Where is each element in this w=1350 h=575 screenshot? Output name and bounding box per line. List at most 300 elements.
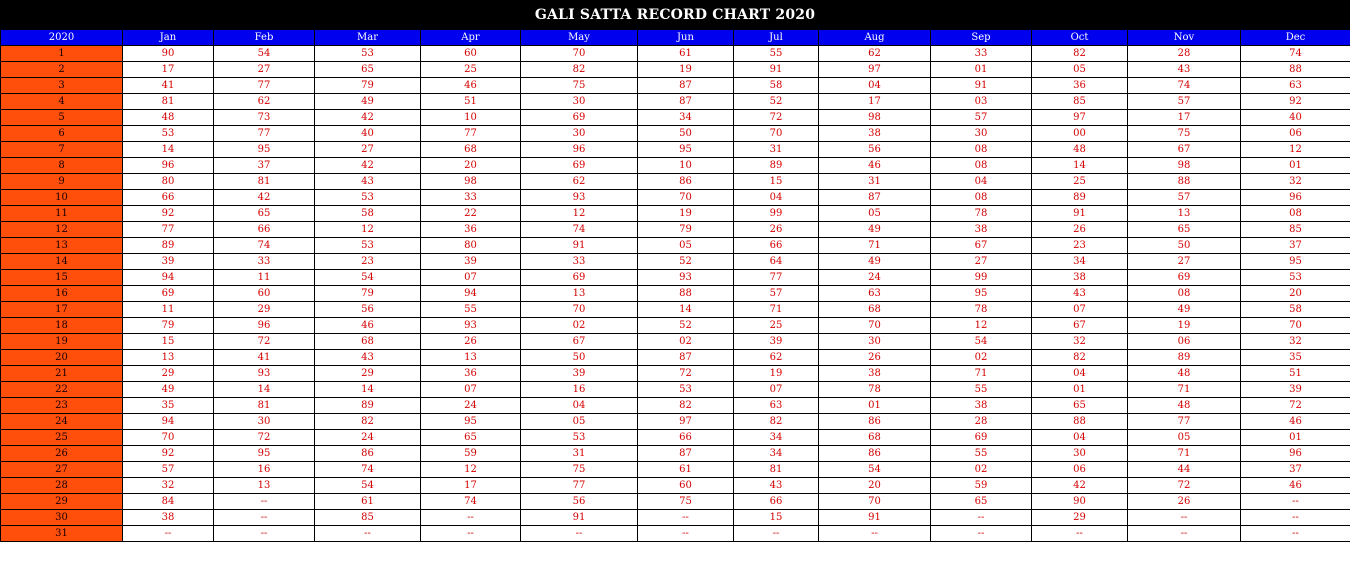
result-cell: -- — [638, 526, 734, 542]
result-cell: 88 — [1241, 62, 1350, 78]
result-cell: 01 — [819, 398, 931, 414]
result-cell: -- — [1032, 526, 1128, 542]
result-cell: 56 — [521, 494, 638, 510]
header-row — [1, 30, 1350, 46]
result-cell: 68 — [315, 334, 421, 350]
result-cell: 28 — [1128, 46, 1241, 62]
result-cell: 19 — [734, 366, 819, 382]
result-cell: 52 — [734, 94, 819, 110]
result-cell: 55 — [931, 446, 1032, 462]
result-cell: 13 — [1128, 206, 1241, 222]
result-cell: 62 — [819, 46, 931, 62]
result-cell: 91 — [1032, 206, 1128, 222]
result-cell: 96 — [214, 318, 315, 334]
result-cell: 67 — [1128, 142, 1241, 158]
table-row — [1, 414, 1350, 430]
result-cell: 07 — [421, 382, 521, 398]
result-cell: 29 — [1032, 510, 1128, 526]
day-cell: 2 — [1, 62, 123, 78]
result-cell: 12 — [315, 222, 421, 238]
table-row — [1, 94, 1350, 110]
day-cell: 3 — [1, 78, 123, 94]
result-cell: 38 — [931, 222, 1032, 238]
result-cell: 17 — [421, 478, 521, 494]
result-cell: 39 — [421, 254, 521, 270]
result-cell: 72 — [214, 430, 315, 446]
result-cell: 14 — [315, 382, 421, 398]
result-cell: 67 — [521, 334, 638, 350]
day-cell: 4 — [1, 94, 123, 110]
month-header: Aug — [819, 30, 931, 46]
result-cell: 95 — [1241, 254, 1350, 270]
result-cell: 14 — [1032, 158, 1128, 174]
result-cell: 60 — [214, 286, 315, 302]
result-cell: 74 — [1241, 46, 1350, 62]
result-cell: 06 — [1032, 462, 1128, 478]
result-cell: 96 — [1241, 446, 1350, 462]
result-cell: 30 — [214, 414, 315, 430]
result-cell: 02 — [931, 462, 1032, 478]
result-cell: 49 — [1128, 302, 1241, 318]
result-cell: 43 — [734, 478, 819, 494]
result-cell: 17 — [819, 94, 931, 110]
result-cell: 06 — [1241, 126, 1350, 142]
result-cell: 26 — [421, 334, 521, 350]
result-cell: 95 — [214, 142, 315, 158]
result-cell: 69 — [521, 270, 638, 286]
result-cell: 04 — [734, 190, 819, 206]
result-cell: 20 — [1241, 286, 1350, 302]
result-cell: 86 — [819, 414, 931, 430]
result-cell: 91 — [521, 510, 638, 526]
result-cell: 55 — [734, 46, 819, 62]
result-cell: 93 — [421, 318, 521, 334]
result-cell: 63 — [1241, 78, 1350, 94]
result-cell: 77 — [214, 78, 315, 94]
result-cell: 66 — [214, 222, 315, 238]
result-cell: 67 — [1032, 318, 1128, 334]
table-row — [1, 190, 1350, 206]
result-cell: 77 — [1128, 414, 1241, 430]
result-cell: 12 — [521, 206, 638, 222]
result-cell: 67 — [931, 238, 1032, 254]
result-cell: -- — [214, 494, 315, 510]
result-cell: 03 — [931, 94, 1032, 110]
day-cell: 1 — [1, 46, 123, 62]
result-cell: 72 — [214, 334, 315, 350]
result-cell: 28 — [931, 414, 1032, 430]
day-cell: 17 — [1, 302, 123, 318]
result-cell: 15 — [734, 510, 819, 526]
result-cell: 33 — [421, 190, 521, 206]
result-cell: 38 — [931, 398, 1032, 414]
result-cell: 82 — [1032, 350, 1128, 366]
table-row — [1, 318, 1350, 334]
result-cell: 10 — [638, 158, 734, 174]
result-cell: 08 — [931, 142, 1032, 158]
result-cell: 77 — [734, 270, 819, 286]
result-cell: 39 — [734, 334, 819, 350]
result-cell: 17 — [123, 62, 214, 78]
result-cell: 27 — [1128, 254, 1241, 270]
table-row — [1, 334, 1350, 350]
result-cell: 49 — [123, 382, 214, 398]
result-cell: 59 — [421, 446, 521, 462]
result-cell: 57 — [1128, 94, 1241, 110]
result-cell: 65 — [1032, 398, 1128, 414]
result-cell: 24 — [819, 270, 931, 286]
result-cell: 40 — [1241, 110, 1350, 126]
result-cell: 87 — [638, 78, 734, 94]
result-cell: 70 — [638, 190, 734, 206]
day-cell: 30 — [1, 510, 123, 526]
result-cell: 79 — [123, 318, 214, 334]
table-row — [1, 350, 1350, 366]
day-cell: 19 — [1, 334, 123, 350]
result-cell: 68 — [421, 142, 521, 158]
table-row — [1, 46, 1350, 62]
result-cell: 13 — [521, 286, 638, 302]
result-cell: 31 — [819, 174, 931, 190]
result-cell: 08 — [1128, 286, 1241, 302]
result-cell: 37 — [1241, 238, 1350, 254]
result-cell: 66 — [638, 430, 734, 446]
result-cell: 65 — [214, 206, 315, 222]
result-cell: 30 — [521, 126, 638, 142]
result-cell: 12 — [931, 318, 1032, 334]
result-cell: 52 — [638, 254, 734, 270]
result-cell: 51 — [1241, 366, 1350, 382]
result-cell: -- — [214, 526, 315, 542]
result-cell: 07 — [1032, 302, 1128, 318]
result-cell: 13 — [123, 350, 214, 366]
result-cell: 32 — [1241, 174, 1350, 190]
day-cell: 8 — [1, 158, 123, 174]
result-cell: 74 — [214, 238, 315, 254]
table-row — [1, 510, 1350, 526]
result-cell: 82 — [315, 414, 421, 430]
result-cell: 52 — [638, 318, 734, 334]
result-cell: 13 — [214, 478, 315, 494]
result-cell: 08 — [931, 158, 1032, 174]
result-cell: 73 — [214, 110, 315, 126]
result-cell: 27 — [214, 62, 315, 78]
result-cell: 79 — [638, 222, 734, 238]
result-cell: 38 — [123, 510, 214, 526]
result-cell: 74 — [521, 222, 638, 238]
result-cell: 53 — [123, 126, 214, 142]
result-cell: 41 — [123, 78, 214, 94]
result-cell: 59 — [931, 478, 1032, 494]
result-cell: 57 — [123, 462, 214, 478]
result-cell: 86 — [819, 446, 931, 462]
result-cell: 42 — [1032, 478, 1128, 494]
result-cell: 98 — [421, 174, 521, 190]
result-cell: 14 — [214, 382, 315, 398]
result-cell: 35 — [123, 398, 214, 414]
result-cell: 61 — [638, 46, 734, 62]
day-cell: 24 — [1, 414, 123, 430]
result-cell: 22 — [421, 206, 521, 222]
result-cell: 75 — [521, 78, 638, 94]
result-cell: 23 — [1032, 238, 1128, 254]
day-cell: 6 — [1, 126, 123, 142]
table-row — [1, 302, 1350, 318]
result-cell: 87 — [638, 350, 734, 366]
month-header: Apr — [421, 30, 521, 46]
result-cell: 50 — [1128, 238, 1241, 254]
result-cell: 58 — [1241, 302, 1350, 318]
result-cell: 20 — [421, 158, 521, 174]
result-cell: 99 — [734, 206, 819, 222]
result-cell: 08 — [931, 190, 1032, 206]
day-cell: 22 — [1, 382, 123, 398]
result-cell: 40 — [315, 126, 421, 142]
result-cell: 05 — [819, 206, 931, 222]
result-cell: 71 — [1128, 382, 1241, 398]
result-cell: -- — [931, 510, 1032, 526]
result-cell: 93 — [521, 190, 638, 206]
day-cell: 31 — [1, 526, 123, 542]
day-cell: 21 — [1, 366, 123, 382]
result-cell: 75 — [638, 494, 734, 510]
result-cell: 46 — [315, 318, 421, 334]
month-header: Dec — [1241, 30, 1350, 46]
result-cell: 95 — [638, 142, 734, 158]
result-cell: 75 — [521, 462, 638, 478]
result-cell: 30 — [521, 94, 638, 110]
result-cell: 69 — [521, 158, 638, 174]
result-cell: 34 — [734, 446, 819, 462]
result-cell: 93 — [214, 366, 315, 382]
result-cell: 60 — [638, 478, 734, 494]
result-cell: -- — [1241, 494, 1350, 510]
result-cell: 39 — [521, 366, 638, 382]
result-cell: 89 — [1032, 190, 1128, 206]
result-cell: 19 — [638, 62, 734, 78]
result-cell: 24 — [315, 430, 421, 446]
result-cell: 87 — [819, 190, 931, 206]
result-cell: 80 — [123, 174, 214, 190]
result-cell: 37 — [214, 158, 315, 174]
result-cell: 63 — [734, 398, 819, 414]
result-cell: 71 — [819, 238, 931, 254]
result-cell: 87 — [638, 94, 734, 110]
result-cell: 70 — [734, 126, 819, 142]
table-body — [1, 46, 1350, 542]
result-cell: 34 — [638, 110, 734, 126]
result-cell: 85 — [1241, 222, 1350, 238]
result-cell: 96 — [521, 142, 638, 158]
result-cell: 60 — [421, 46, 521, 62]
day-cell: 12 — [1, 222, 123, 238]
result-cell: 74 — [421, 494, 521, 510]
record-table — [0, 29, 1350, 542]
result-cell: 05 — [1128, 430, 1241, 446]
result-cell: 95 — [931, 286, 1032, 302]
result-cell: 82 — [1032, 46, 1128, 62]
result-cell: 26 — [1032, 222, 1128, 238]
result-cell: 68 — [819, 302, 931, 318]
result-cell: 69 — [521, 110, 638, 126]
result-cell: 88 — [638, 286, 734, 302]
result-cell: 58 — [734, 78, 819, 94]
result-cell: -- — [931, 526, 1032, 542]
result-cell: 53 — [315, 238, 421, 254]
result-cell: 04 — [819, 78, 931, 94]
result-cell: 64 — [734, 254, 819, 270]
result-cell: -- — [638, 510, 734, 526]
result-cell: 53 — [315, 190, 421, 206]
result-cell: -- — [1128, 510, 1241, 526]
result-cell: 25 — [421, 62, 521, 78]
result-cell: 26 — [734, 222, 819, 238]
result-cell: 34 — [734, 430, 819, 446]
result-cell: 70 — [819, 318, 931, 334]
month-header: May — [521, 30, 638, 46]
chart-title: GALI SATTA RECORD CHART 2020 — [0, 0, 1350, 29]
result-cell: 29 — [123, 366, 214, 382]
result-cell: 29 — [214, 302, 315, 318]
year-header: 2020 — [1, 30, 123, 46]
table-row — [1, 270, 1350, 286]
result-cell: 77 — [421, 126, 521, 142]
day-cell: 20 — [1, 350, 123, 366]
result-cell: 14 — [123, 142, 214, 158]
result-cell: 85 — [315, 510, 421, 526]
table-row — [1, 206, 1350, 222]
result-cell: 77 — [521, 478, 638, 494]
result-cell: 04 — [931, 174, 1032, 190]
result-cell: 54 — [315, 478, 421, 494]
result-cell: 31 — [521, 446, 638, 462]
result-cell: 30 — [1032, 446, 1128, 462]
result-cell: 96 — [1241, 190, 1350, 206]
day-cell: 27 — [1, 462, 123, 478]
result-cell: 97 — [819, 62, 931, 78]
result-cell: 38 — [819, 126, 931, 142]
result-cell: -- — [421, 526, 521, 542]
result-cell: 57 — [734, 286, 819, 302]
result-cell: 08 — [1241, 206, 1350, 222]
result-cell: 11 — [214, 270, 315, 286]
result-cell: 29 — [315, 366, 421, 382]
result-cell: 48 — [1128, 366, 1241, 382]
result-cell: 71 — [734, 302, 819, 318]
result-cell: 61 — [315, 494, 421, 510]
result-cell: 15 — [734, 174, 819, 190]
result-cell: 95 — [214, 446, 315, 462]
result-cell: 95 — [421, 414, 521, 430]
result-cell: -- — [819, 526, 931, 542]
table-row — [1, 110, 1350, 126]
result-cell: 54 — [931, 334, 1032, 350]
result-cell: 37 — [1241, 462, 1350, 478]
day-cell: 9 — [1, 174, 123, 190]
result-cell: 55 — [931, 382, 1032, 398]
result-cell: 42 — [315, 110, 421, 126]
result-cell: 24 — [421, 398, 521, 414]
result-cell: 79 — [315, 78, 421, 94]
result-cell: 97 — [1032, 110, 1128, 126]
result-cell: 65 — [1128, 222, 1241, 238]
result-cell: 16 — [214, 462, 315, 478]
result-cell: 65 — [931, 494, 1032, 510]
day-cell: 5 — [1, 110, 123, 126]
result-cell: 32 — [123, 478, 214, 494]
result-cell: 38 — [819, 366, 931, 382]
day-cell: 7 — [1, 142, 123, 158]
result-cell: 19 — [1128, 318, 1241, 334]
result-cell: 10 — [421, 110, 521, 126]
result-cell: 04 — [1032, 366, 1128, 382]
result-cell: 81 — [214, 174, 315, 190]
result-cell: 05 — [1032, 62, 1128, 78]
day-cell: 29 — [1, 494, 123, 510]
result-cell: 36 — [421, 366, 521, 382]
result-cell: 61 — [638, 462, 734, 478]
result-cell: 89 — [1128, 350, 1241, 366]
result-cell: 49 — [819, 254, 931, 270]
result-cell: 56 — [315, 302, 421, 318]
result-cell: 70 — [123, 430, 214, 446]
result-cell: 42 — [214, 190, 315, 206]
result-cell: 48 — [1032, 142, 1128, 158]
result-cell: 91 — [819, 510, 931, 526]
result-cell: 12 — [1241, 142, 1350, 158]
result-cell: 01 — [1241, 158, 1350, 174]
result-cell: 85 — [1032, 94, 1128, 110]
result-cell: 89 — [123, 238, 214, 254]
result-cell: 39 — [1241, 382, 1350, 398]
result-cell: 31 — [734, 142, 819, 158]
result-cell: 33 — [214, 254, 315, 270]
result-cell: 36 — [1032, 78, 1128, 94]
result-cell: 04 — [1032, 430, 1128, 446]
table-row — [1, 366, 1350, 382]
day-cell: 25 — [1, 430, 123, 446]
day-cell: 10 — [1, 190, 123, 206]
result-cell: 46 — [421, 78, 521, 94]
result-cell: 20 — [819, 478, 931, 494]
result-cell: 46 — [819, 158, 931, 174]
result-cell: 81 — [734, 462, 819, 478]
result-cell: 88 — [1032, 414, 1128, 430]
result-cell: 97 — [638, 414, 734, 430]
result-cell: 04 — [521, 398, 638, 414]
result-cell: 66 — [734, 494, 819, 510]
result-cell: 66 — [734, 238, 819, 254]
month-header: Feb — [214, 30, 315, 46]
result-cell: 05 — [638, 238, 734, 254]
result-cell: 50 — [521, 350, 638, 366]
result-cell: 77 — [123, 222, 214, 238]
table-row — [1, 526, 1350, 542]
result-cell: 70 — [1241, 318, 1350, 334]
result-cell: 54 — [214, 46, 315, 62]
result-cell: 42 — [315, 158, 421, 174]
day-cell: 28 — [1, 478, 123, 494]
result-cell: 71 — [931, 366, 1032, 382]
table-row — [1, 398, 1350, 414]
result-cell: 53 — [521, 430, 638, 446]
result-cell: 70 — [819, 494, 931, 510]
result-cell: 58 — [315, 206, 421, 222]
result-cell: 17 — [1128, 110, 1241, 126]
result-cell: 98 — [1128, 158, 1241, 174]
result-cell: 01 — [931, 62, 1032, 78]
result-cell: 55 — [421, 302, 521, 318]
